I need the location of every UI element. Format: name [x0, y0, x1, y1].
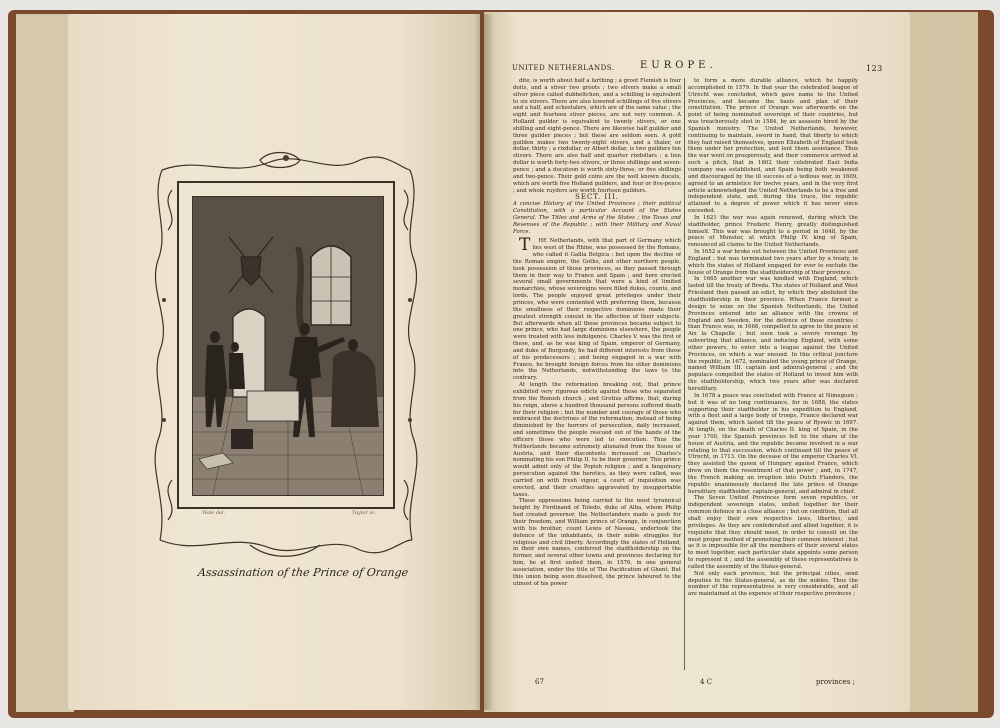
paragraph: In 1652 a war broke out between the United Provinces and England ; but was terminated two years after by a treaty, in which the states of Holland engaged for ever to exclude the house of Orange from the stadtholdership of their province.	[688, 249, 858, 276]
paragraph-text: HE Netherlands, with that part of Germany which lies west of the Rhine, was possessed by the Romans, who called it Gallia Belgica : but upon the decline of the Roman empire, the Goths, and other northern people, took possession of those provinces, as they passed through them in their way to France and Spain ; and here erected several small governments that were a kind of limited monarchies, whose sovereigns were filled dukes, counts, and lords. The people enjoyed great privileges under their princes, who were contented with preferring them, because the smallness of their respective dominions made their greatest strength consist in the affection of their subjects. But afterwards when all these provinces became subject to one prince, who had large dominions elsewhere, the people were treated with less indulgence. Charles V. was the first of these, and, as he was king of Spain, emperor of Germany, and duke of Burgundy, he had different interests from those of his predecessors ; and being engaged in a war with France, he brought foreign forces from his other dominions into the Netherlands, notwithstanding the laws to the contrary.	[513, 238, 681, 382]
plate-credit-left: Wale del.	[202, 510, 226, 516]
footer-signature: 4 C	[700, 678, 713, 686]
footer-catchword: provinces ;	[816, 678, 855, 686]
engraving-scene	[192, 196, 384, 496]
paragraph: In 1678 a peace was concluded with France at Nimeguen ; but it was of no long continuance, for in 1688, the states supporting their stadtholder in his expedition to England, with a fleet and a large body of troops, France declared war against them, which lasted till the peace of Ryswic in 1697. At length, on the death of Charles II. king of Spain, in the year 1700, the Spanish provinces fell to the share of the house of Austria, and the republic became involved in a war relating to that succession, which continued till the peace of Utrecht, in 1713. On the decease of the emperor Charles VI. they assisted the queen of Hungary against France, which drew on them the resentment of that power ; and, in 1747, the French making an irruption into Dutch Flanders, the republic unanimously declared the late prince of Orange hereditary stadtholder, captain-general, and admiral in chief.	[688, 392, 858, 495]
column-rule	[684, 78, 685, 670]
paragraph: In 1621 the war was again renewed, during which the stadtholder, prince Frederic Henry, greatly distinguished himself. This war was brought to a period in 1648, by the peace of Munster, at which Philip IV. king of Spain, renounced all claims to the United Netherlands.	[688, 214, 858, 249]
running-head-left: UNITED NETHERLANDS.	[512, 64, 615, 72]
section-heading: SECT. III.	[575, 193, 619, 202]
paragraph: The Seven United Provinces form seven republics, or independent sovereign states, united together for their common defence in a close alliance ; but on condition, that all shall enjoy their own respective laws, liberties, and privileges. As they are confederated and allied together, it is requisite that they should meet, in order to consult on the most proper method of promoting their common interest ; but as it is impossible for all the members of their several states to meet together, each particular state appoints some person to represent it ; and the assembly of these representatives is called the assembly of the States-general.	[688, 495, 858, 570]
footer-page-left: 67	[535, 678, 544, 686]
paragraph: Not only each province, but the principal cities, send deputies to the States-general, as do the nobles. Thus the number of the representatives is very considerable, and all are maintained at the expence of their respective provinces ;	[688, 570, 858, 598]
paragraph: At length the reformation breaking out, that prince exhibited very rigorous edicts against those who separated from the Romish church ; and Grotius affirms, that, during his reign, above a hundred thousand persons suffered death for their religion ; but the number and courage of those who embraced the doctrines of the reformation, instead of being diminished by the horrors of persecution, daily increased, and sometimes the people rescued out of the hands of the officers those who were led to execution. Thus the Netherlands became extremely alienated from the house of Austria, and their discontents increased on Charles's nominating his son Philip II. to be their governor. This prince would admit only of the Popish religion ; and a fanguinary persecution against the heretics, as they were called, was carried on with fresh vigour, a court of inquisition was erected, and their cruelties aggravated by insupportable taxes.	[513, 382, 681, 498]
text-column-right	[688, 78, 858, 670]
plate-caption: Assassination of the Prince of Orange	[197, 566, 409, 579]
paragraph	[513, 235, 681, 382]
paragraph: In 1665 another war was kindled with England, which lasted till the treaty of Breda. The states of Holland and West Friesland then passed an edict, by which they abolished the stadtholdership in their province. When France formed a design to seize on the Spanish Netherlands, the United Provinces entered into an alliance with the crowns of England and Sweden, for the defence of those countries : than France was, in 1668, compelled to agree to the peace of Aix la Chapelle ; but soon took a severe revenge by subverting that alliance, and inducing England, with some other powers, to enter into a league against the United Provinces, on which a war ensued. In this critical juncture the republic, in 1672, nominated the young prince of Orange, named William III. captain and admiral-general ; and the populace compelled the states of Holland to invest him with the stadtholdership, which two years after was declared hereditary.	[688, 276, 858, 392]
section-summary: A concise History of the United Provinces ; their political Constitution, with a particular Account of the States General. The Titles and Arms of the States ; the Taxes and Revenues of the Republic ; with their Military and Naval Force.	[513, 201, 681, 235]
paragraph: These oppressions being carried to the most tyrannical height by Ferdinand of Toledo, duke of Alba, whom Philip had created governor, the Netherlanders made a push for their freedom, and William prince of Orange, in conjunction with his brother, count Lewis of Nassau, undertook the defence of the inhabitants, in their noble struggles for religious and civil liberty. Accordingly the states of Holland, in their own names, conferred the stadtholdership on the former, and several other towns and provinces declaring for him, he at first united them, in 1576, in one general association, under the title of The Pacification of Ghent. But this union being soon dissolved, the prince laboured to the utmost of his power	[513, 498, 681, 587]
plate-credit-right: Taylor sc.	[352, 510, 377, 516]
running-head-center: EUROPE.	[640, 60, 717, 71]
drop-cap: T	[519, 235, 531, 256]
paragraph: dite, is worth about half a farthing ; a groot Flemish is four doits, and a stiver two groots ; two stivers make a small silver piece called dubbeltchen, and a schilling is equivalent to six stivers. There are also lowered schillings of five stivers and a half, and schestalers, which are of the same value ; the eight and fourteen stiver pieces, are not very common. A Holland guilder is equivalent to twenty stivers, or one shilling and eight-pence. There are likewise half guilder and three guilder pieces ; but these are seldom seen. A gold guilden makes two twenty-eight stivers, and a thaler, or dollar, thirty ; a rixdollar, or Albert dollar, is two guilders ten stivers. There are also half and quarter rixdollars ; a lion dollar is worth forty-two stivers, or three shillings and seven-pence ; and a ducatoon is worth sixty-three, or five shillings and two-pence. Their gold coins are the well known ducats, which are worth five Holland guilders, and four or five-pence ; and whole ruyders are worth fourteen guilders.	[513, 78, 681, 194]
engraving-illustration	[193, 197, 383, 495]
paragraph: to form a more durable alliance, which he happily accomplished in 1579. In that year the celebrated league of Utrecht was concluded, which gave name to the United Provinces, and became the basis and plan of their constitution. The prince of Orange was afterwards on the point of being nominated sovereign of their countries, but was treacherously shot in 1584, by an assassin hired by the Spanish ministry. The United Netherlands, however, continuing to maintain, sword in hand, that liberty to which they had raised themselves, queen Elizabeth of England took them under her protection, and lent them assistance. Thus the war went on prosperously, and their commerce arrived at such a pitch, that in 1602 their celebrated East India company was established, and Spain being both weakened and discouraged by the ill success of a tedious war, in 1609, agreed to an armistice for twelve years, and in the very first article acknowledged the United Netherlands to be a free and independent state, and, during this truce, the republic attained to a degree of power which it has never since exceeded.	[688, 78, 858, 215]
page-number: 123	[866, 64, 883, 73]
text-column-left	[513, 78, 681, 670]
